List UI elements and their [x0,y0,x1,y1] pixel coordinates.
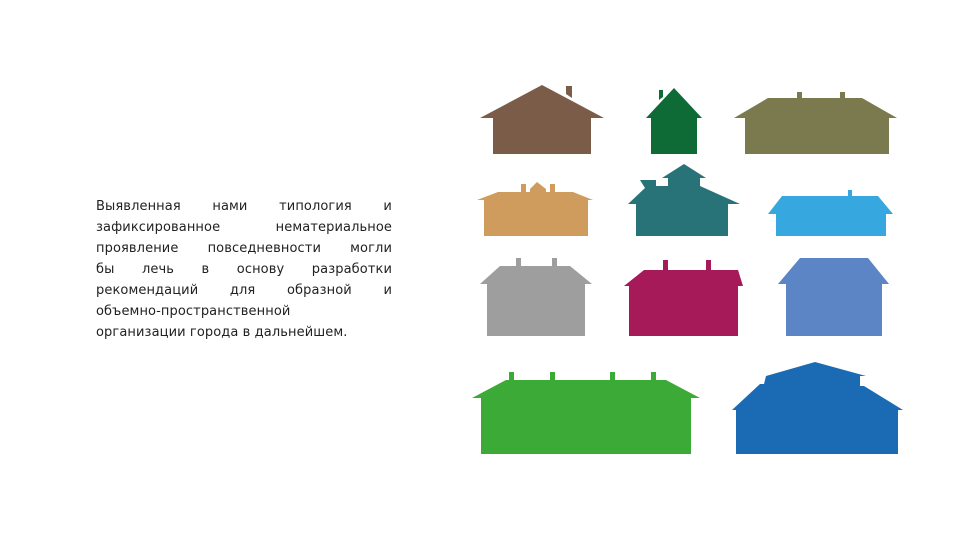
body-text-line: зафиксированное нематериальное [96,220,392,235]
body-text-line: Выявленная нами типология и [96,199,392,214]
house-magenta-three-chimney-icon [624,260,743,336]
body-text-line: проявление повседневности могли [96,241,392,256]
body-text-line: организации города в дальнейшем. [96,325,348,340]
body-text-line: рекомендаций для образной и [96,283,392,298]
house-hipped-roof-icon [778,258,889,336]
house-gray-two-chimney-icon [480,258,592,336]
body-text-line: объемно-пространственной [96,304,291,319]
house-low-dormer-icon [477,182,593,236]
house-two-tier-roof-icon [628,164,740,236]
house-tall-narrow-icon [646,88,702,154]
house-two-storey-wide-icon [732,362,903,454]
body-text-line: бы лечь в основу разработки [96,262,392,277]
house-long-two-chimney-icon [734,92,897,154]
house-wide-chimney-icon [480,85,604,154]
house-flat-low-icon [768,190,893,236]
house-long-four-chimney-icon [472,372,700,454]
